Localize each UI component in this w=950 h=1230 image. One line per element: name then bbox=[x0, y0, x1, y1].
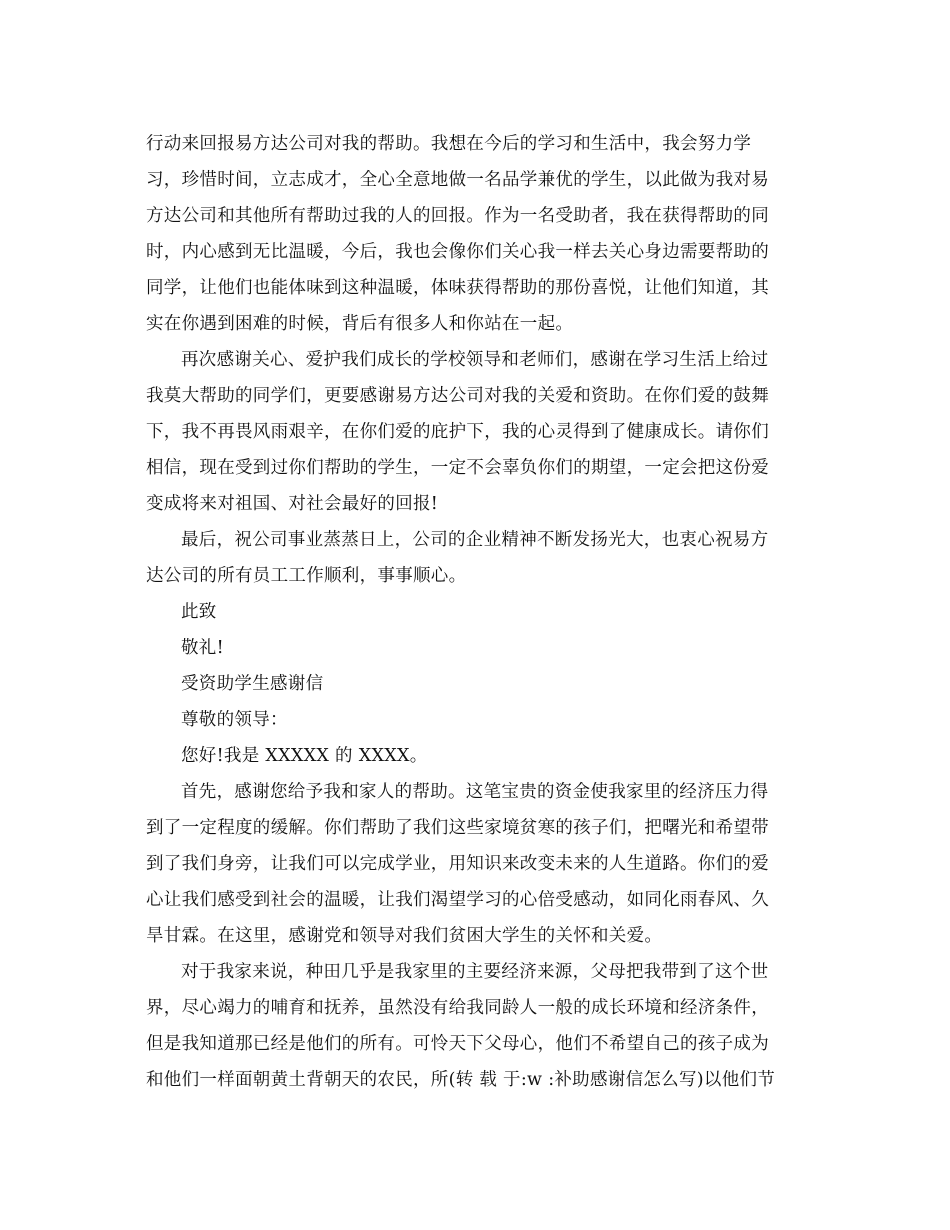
text-line: 对于我家来说，种田几乎是我家里的主要经济来源，父母把我带到了这个世 bbox=[181, 962, 769, 982]
text-line: 受资助学生感谢信 bbox=[181, 674, 324, 694]
text-line: 此致 bbox=[181, 602, 217, 622]
text-line: 同学，让他们也能体味到这种温暖，体味获得帮助的那份喜悦，让他们知道，其 bbox=[146, 278, 769, 298]
text-line: 旱甘霖。在这里，感谢党和领导对我们贫困大学生的关怀和关爱。 bbox=[146, 926, 663, 946]
text-line: 实在你遇到困难的时候，背后有很多人和你站在一起。 bbox=[146, 314, 574, 334]
text-line: 习，珍惜时间，立志成才，全心全意地做一名品学兼优的学生，以此做为我对易 bbox=[146, 170, 769, 190]
text-line: 时，内心感到无比温暖，今后，我也会像你们关心我一样去关心身边需要帮助的 bbox=[146, 242, 769, 262]
text-line: 心让我们感受到社会的温暖，让我们渴望学习的心倍受感动，如同化雨春风、久 bbox=[146, 890, 769, 910]
text-line: 您好!我是 XXXXX 的 XXXX。 bbox=[181, 746, 428, 766]
text-line: 界，尽心竭力的哺育和抚养，虽然没有给我同龄人一般的成长环境和经济条件， bbox=[146, 998, 769, 1018]
text-line: 再次感谢关心、爱护我们成长的学校领导和老师们，感谢在学习生活上给过 bbox=[181, 350, 769, 370]
text-line: 到了我们身旁，让我们可以完成学业，用知识来改变未来的人生道路。你们的爱 bbox=[146, 854, 769, 874]
text-line: 最后，祝公司事业蒸蒸日上，公司的企业精神不断发扬光大，也衷心祝易方 bbox=[181, 530, 769, 550]
text-line: 和他们一样面朝黄土背朝天的农民，所(转 载 于:w :补助感谢信怎么写)以他们节 bbox=[146, 1070, 776, 1090]
text-line: 我莫大帮助的同学们，更要感谢易方达公司对我的关爱和资助。在你们爱的鼓舞 bbox=[146, 386, 769, 406]
text-line: 尊敬的领导： bbox=[181, 710, 288, 730]
text-line: 变成将来对祖国、对社会最好的回报! bbox=[146, 494, 439, 514]
text-line: 行动来回报易方达公司对我的帮助。我想在今后的学习和生活中，我会努力学 bbox=[146, 134, 752, 154]
text-line: 敬礼! bbox=[181, 638, 224, 658]
text-line: 到了一定程度的缓解。你们帮助了我们这些家境贫寒的孩子们，把曙光和希望带 bbox=[146, 818, 769, 838]
letter-body bbox=[146, 126, 806, 1098]
text-line: 下，我不再畏风雨艰辛，在你们爱的庇护下，我的心灵得到了健康成长。请你们 bbox=[146, 422, 769, 442]
text-line: 达公司的所有员工工作顺利，事事顺心。 bbox=[146, 566, 467, 586]
text-line: 首先，感谢您给予我和家人的帮助。这笔宝贵的资金使我家里的经济压力得 bbox=[181, 782, 769, 802]
text-line: 相信，现在受到过你们帮助的学生，一定不会辜负你们的期望，一定会把这份爱 bbox=[146, 458, 769, 478]
text-line: 方达公司和其他所有帮助过我的人的回报。作为一名受助者，我在获得帮助的同 bbox=[146, 206, 769, 226]
text-line: 但是我知道那已经是他们的所有。可怜天下父母心，他们不希望自己的孩子成为 bbox=[146, 1034, 769, 1054]
